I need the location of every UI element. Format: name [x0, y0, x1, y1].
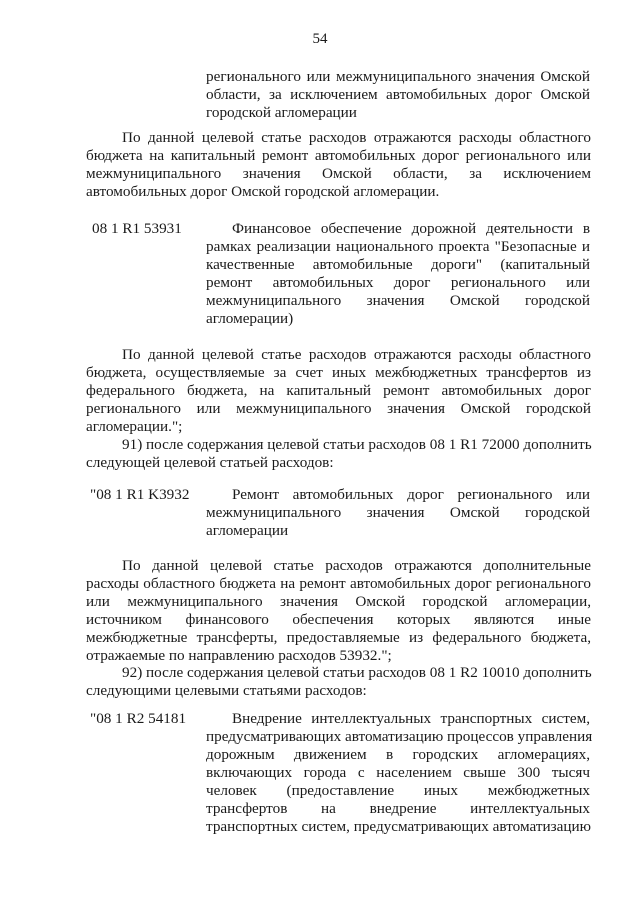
- text-line: следующими целевыми статьями расходов:: [86, 682, 367, 699]
- text-line: трансфертов на внедрение интеллектуальных: [206, 800, 590, 817]
- text-line: межмуниципального значения Омской городской: [206, 292, 590, 309]
- text-line: дорожным движением в городских агломерациях,: [206, 746, 590, 763]
- text-line: Финансовое обеспечение дорожной деятельности в: [232, 220, 590, 237]
- page-number: 54: [312, 31, 328, 47]
- text-line: Внедрение интеллектуальных транспортных систем,: [232, 710, 590, 727]
- text-line: расходы областного бюджета на ремонт автомобильных дорог регионального: [86, 575, 591, 592]
- text-line: области, за исключением автомобильных дорог Омской: [206, 86, 590, 103]
- entry-description: [206, 220, 590, 328]
- budget-code: 08 1 R1 53931: [92, 220, 182, 237]
- item-91: [86, 436, 591, 472]
- paragraph-1: [86, 129, 591, 201]
- text-line: федерального бюджета, на капитальный ремонт автомобильных дорог: [86, 382, 591, 399]
- text-line: бюджета на капитальный ремонт автомобильных дорог регионального или: [86, 147, 591, 164]
- text-line: 91) после содержания целевой статьи расходов 08 1 R1 72000 дополнить: [122, 436, 592, 453]
- text-line: бюджета, осуществляемые за счет иных межбюджетных трансфертов из: [86, 364, 591, 381]
- continuation-description: [206, 68, 590, 122]
- text-line: следующей целевой статьей расходов:: [86, 454, 334, 471]
- text-line: агломерации: [206, 522, 289, 539]
- text-line: межмуниципального значения Омской городской: [206, 504, 590, 521]
- paragraph-3: [86, 557, 591, 665]
- text-line: человек (предоставление иных межбюджетных: [206, 782, 590, 799]
- text-line: автомобильных дорог Омской городской агломерации.: [86, 183, 440, 200]
- text-line: По данной целевой статье расходов отражаются расходы областного: [122, 346, 591, 363]
- entry-description: [206, 710, 593, 836]
- text-line: Ремонт автомобильных дорог регионального или: [232, 486, 590, 503]
- text-line: рамках реализации национального проекта "Безопасные и: [206, 238, 590, 255]
- text-line: межбюджетные трансферты, предоставляемые из федерального бюджета,: [86, 629, 591, 646]
- text-line: межмуниципального значения Омской области, за исключением: [86, 165, 591, 182]
- text-line: агломерации.";: [86, 418, 183, 435]
- text-line: По данной целевой статье расходов отражаются дополнительные: [122, 557, 591, 574]
- text-line: регионального или межмуниципального значения Омской: [206, 68, 590, 85]
- budget-code: "08 1 R1 K3932: [90, 486, 190, 503]
- entry-description: [206, 486, 590, 540]
- paragraph-2: [86, 346, 591, 436]
- text-line: 92) после содержания целевой статьи расходов 08 1 R2 10010 дополнить: [122, 664, 592, 681]
- text-line: источником финансового обеспечения которых являются иные: [86, 611, 591, 628]
- text-line: отражаемые по направлению расходов 53932.";: [86, 647, 392, 664]
- text-line: включающих города с населением свыше 300 тысяч: [206, 764, 590, 781]
- item-92: [86, 664, 591, 700]
- text-line: агломерации): [206, 310, 294, 327]
- text-line: предусматривающих автоматизацию процессов управления: [206, 728, 593, 745]
- text-line: регионального или межмуниципального значения Омской городской: [86, 400, 591, 417]
- text-line: ремонт автомобильных дорог регионального или: [206, 274, 590, 291]
- text-line: или межмуниципального значения Омской городской агломерации,: [86, 593, 591, 610]
- text-line: транспортных систем, предусматривающих автоматизацию: [206, 818, 591, 835]
- text-line: городской агломерации: [206, 104, 357, 121]
- budget-code: "08 1 R2 54181: [90, 710, 187, 727]
- text-line: качественные автомобильные дороги" (капитальный: [206, 256, 590, 273]
- text-line: По данной целевой статье расходов отражаются расходы областного: [122, 129, 591, 146]
